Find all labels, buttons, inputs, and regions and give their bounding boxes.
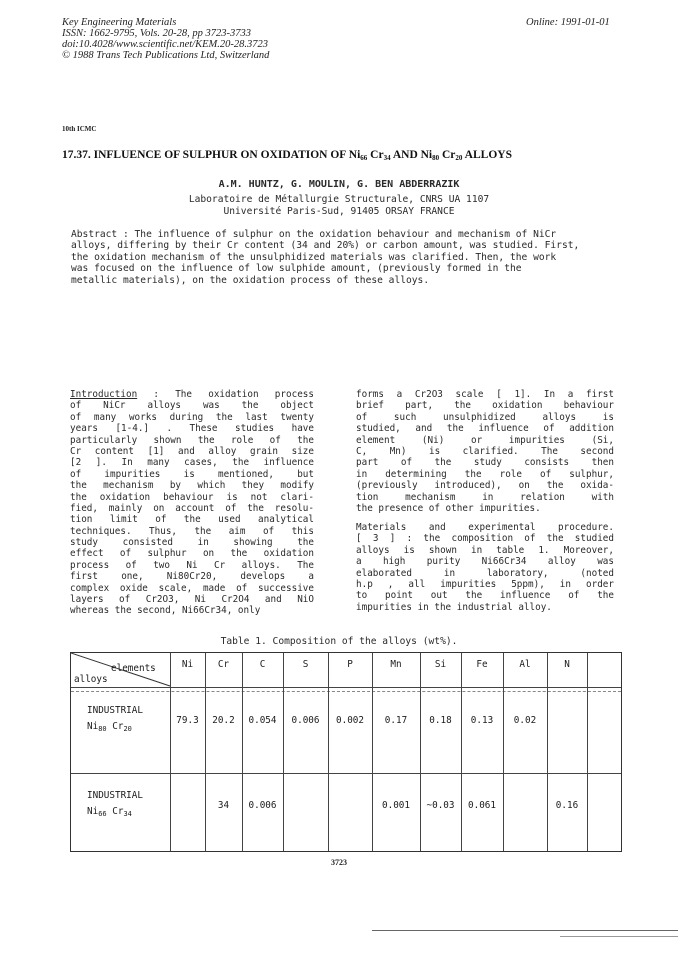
issn-line: ISSN: 1662-9795, Vols. 20-28, pp 3723-3733 (62, 28, 251, 39)
body-line: fied, mainly on account of the resolu- (70, 502, 314, 514)
left-column-text (70, 389, 314, 617)
column-header: Cr (217, 659, 230, 670)
copyright-line: © 1988 Trans Tech Publications Ltd, Switzerland (62, 50, 270, 61)
row-alloy: $Ni_{66}$ $Cr_{34}$ (87, 806, 132, 818)
table-cell: 0.006 (291, 715, 320, 726)
body-line: to point out the influence of the (356, 590, 614, 602)
body-line: of impurities is mentioned, but (70, 468, 314, 480)
column-rule (328, 653, 329, 851)
online-date: Online: 1991-01-01 (526, 17, 610, 28)
column-header: Fe (476, 659, 488, 670)
body-line: elaborated in laboratory, (noted (356, 567, 614, 579)
corner-alloys-label: alloys (74, 674, 108, 685)
body-line: the oxidation behaviour is not clari- (70, 491, 314, 503)
column-rule (420, 653, 421, 851)
body-line: element (Ni) or impurities (Si, (356, 434, 614, 446)
section-heading-materials: Materials and experimental procedure. (356, 522, 614, 533)
abstract (71, 229, 611, 286)
table-cell: 0.061 (468, 800, 496, 811)
authors: A.M. HUNTZ, G. MOULIN, G. BEN ABDERRAZIK (218, 179, 460, 190)
title-alloy-2: $Ni_{80}$ $Cr_{20}$ (420, 149, 463, 162)
table-cell: 0.002 (336, 715, 364, 726)
row-alloy: $Ni_{80}$ $Cr_{20}$ (87, 721, 132, 733)
table-cell: 0.001 (382, 800, 410, 811)
table-cell: 0.054 (248, 715, 277, 726)
body-line: C, Mn) is clarified. The second (356, 445, 614, 457)
affiliation-1: Laboratoire de Métallurgie Structurale, CNRS UA 1107 (188, 194, 490, 205)
body-line: study consisted in showing the (70, 537, 314, 549)
table-cell: 0.006 (248, 800, 277, 811)
scan-edge-line (372, 930, 678, 931)
body-line: (previously introduced), on the oxida- (356, 480, 614, 492)
body-line: impurities in the industrial alloy. (356, 601, 552, 613)
doi-line: doi:10.4028/www.scientific.net/KEM.20-28.3723 (62, 39, 268, 50)
body-line: layers of Cr2O3, Ni Cr2O4 and NiO (70, 594, 314, 606)
column-header: Mn (390, 659, 402, 670)
body-line: of such unsulphidized alloys is (356, 411, 614, 423)
journal-header (62, 17, 269, 61)
body-line: part of the study consists then (356, 457, 614, 469)
table-cell: 0.16 (555, 800, 579, 811)
table-cell: ~0.03 (426, 800, 455, 811)
abstract-line: the oxidation mechanism of the unsulphidized materials was clarified. Then, the work (71, 251, 557, 263)
page-number: 3723 (331, 858, 347, 867)
section-heading-introduction: Introduction (70, 389, 138, 400)
body-line: alloys is shown in table 1. Moreover, (356, 544, 614, 556)
table-cell: 79.3 (176, 715, 199, 726)
body-line: tion mechanism in relation with (356, 491, 614, 503)
body-line: process of two Ni Cr alloys. The (70, 559, 314, 571)
body-line: of NiCr alloys was the object (70, 400, 314, 412)
column-rule (461, 653, 462, 851)
column-header: Al (519, 659, 531, 670)
body-line: whereas the second, Ni66Cr34, only (70, 605, 261, 617)
body-line: h.p , all impurities 5ppm), in order (356, 578, 614, 590)
scan-edge-line (560, 936, 678, 937)
body-line: effect of sulphur on the oxidation (70, 548, 314, 560)
column-rule (170, 653, 171, 851)
body-line: Cr content [1] and alloy grain size (70, 445, 314, 457)
journal-name: Key Engineering Materials (62, 17, 177, 28)
body-line: brief part, the oxidation behaviour (356, 400, 614, 412)
header-rule-2 (71, 691, 621, 692)
column-rule (242, 653, 243, 851)
column-rule (547, 653, 548, 851)
body-line: [ 3 ] : the composition of the studied (356, 533, 614, 545)
column-rule (283, 653, 284, 851)
title-alloy-1: $Ni_{66}$ $Cr_{34}$ (348, 149, 391, 162)
body-line: first one, Ni80Cr20, develops a (70, 571, 314, 583)
right-column-text (356, 389, 614, 514)
table-cell: 0.02 (513, 715, 537, 726)
abstract-line: Abstract : The influence of sulphur on the oxidation behaviour and mechanism of NiCr (71, 229, 557, 240)
body-line: years [1-4.] . These studies have (70, 423, 314, 435)
column-rule (372, 653, 373, 851)
row-rule (71, 773, 621, 774)
body-line: the mechanism by which they modify (70, 480, 314, 492)
table-cell: 0.13 (470, 715, 494, 726)
table-caption: Table 1. Composition of the alloys (wt%). (220, 636, 458, 647)
column-rule (503, 653, 504, 851)
affiliation-2: Université Paris-Sud, 91405 ORSAY FRANCE (223, 206, 455, 217)
body-line: complex oxide scale, made of successive (70, 582, 314, 594)
corner-elements-label: elements (111, 663, 156, 674)
body-line: [2 ]. In many cases, the influence (70, 457, 314, 469)
abstract-line: was focused on the influence of low sulphide amount, (previously formed in the (71, 263, 522, 275)
abstract-line: metallic materials), on the oxidation process of these alloys. (71, 274, 430, 286)
column-rule (205, 653, 206, 851)
paper-title: 17.37. INFLUENCE OF SULPHUR ON OXIDATION OF $Ni_{66}$ $Cr_{34}$ AND $Ni_{80}$ $Cr_{20}$ ALLOYS (62, 149, 512, 162)
composition-table (70, 652, 622, 852)
body-line: techniques. Thus, the aim of this (70, 525, 314, 537)
right-column-materials (356, 522, 614, 613)
body-line: particularly shown the role of the (70, 434, 314, 446)
column-header: Si (434, 659, 447, 670)
title-prefix: 17.37. INFLUENCE OF SULPHUR ON OXIDATION OF (62, 149, 346, 161)
row-label: INDUSTRIAL (87, 705, 143, 716)
body-line: the presence of other impurities. (356, 502, 541, 514)
body-line: a high purity Ni66Cr34 alloy was (356, 556, 614, 568)
body-line: Introduction : The oxidation process (70, 389, 314, 400)
column-rule (587, 653, 588, 851)
body-line (356, 522, 614, 533)
body-line: of many works during the last twenty (70, 411, 314, 423)
column-header: Ni (181, 659, 194, 670)
table-cell: 0.18 (429, 715, 452, 726)
abstract-line: alloys, differing by their Cr content (34 and 20%) or carbon amount, was studied. First, (71, 240, 580, 252)
table-cell: 0.17 (384, 715, 408, 726)
body-line: forms a Cr2O3 scale [ 1]. In a first (356, 389, 614, 400)
column-header: P (347, 659, 353, 670)
column-header: C (259, 659, 266, 670)
body-line: tion limit of the used analytical (70, 514, 314, 526)
column-header: N (564, 659, 570, 670)
column-header: S (302, 659, 309, 670)
body-line: in determining the role of sulphur, (356, 468, 614, 480)
header-rule (71, 687, 621, 688)
body-line: studied, and the influence of addition (356, 423, 614, 435)
table-cell: 20.2 (212, 715, 235, 726)
table-cell: 34 (217, 800, 230, 811)
row-label: INDUSTRIAL (87, 790, 143, 801)
running-head: 10th ICMC (62, 125, 97, 133)
